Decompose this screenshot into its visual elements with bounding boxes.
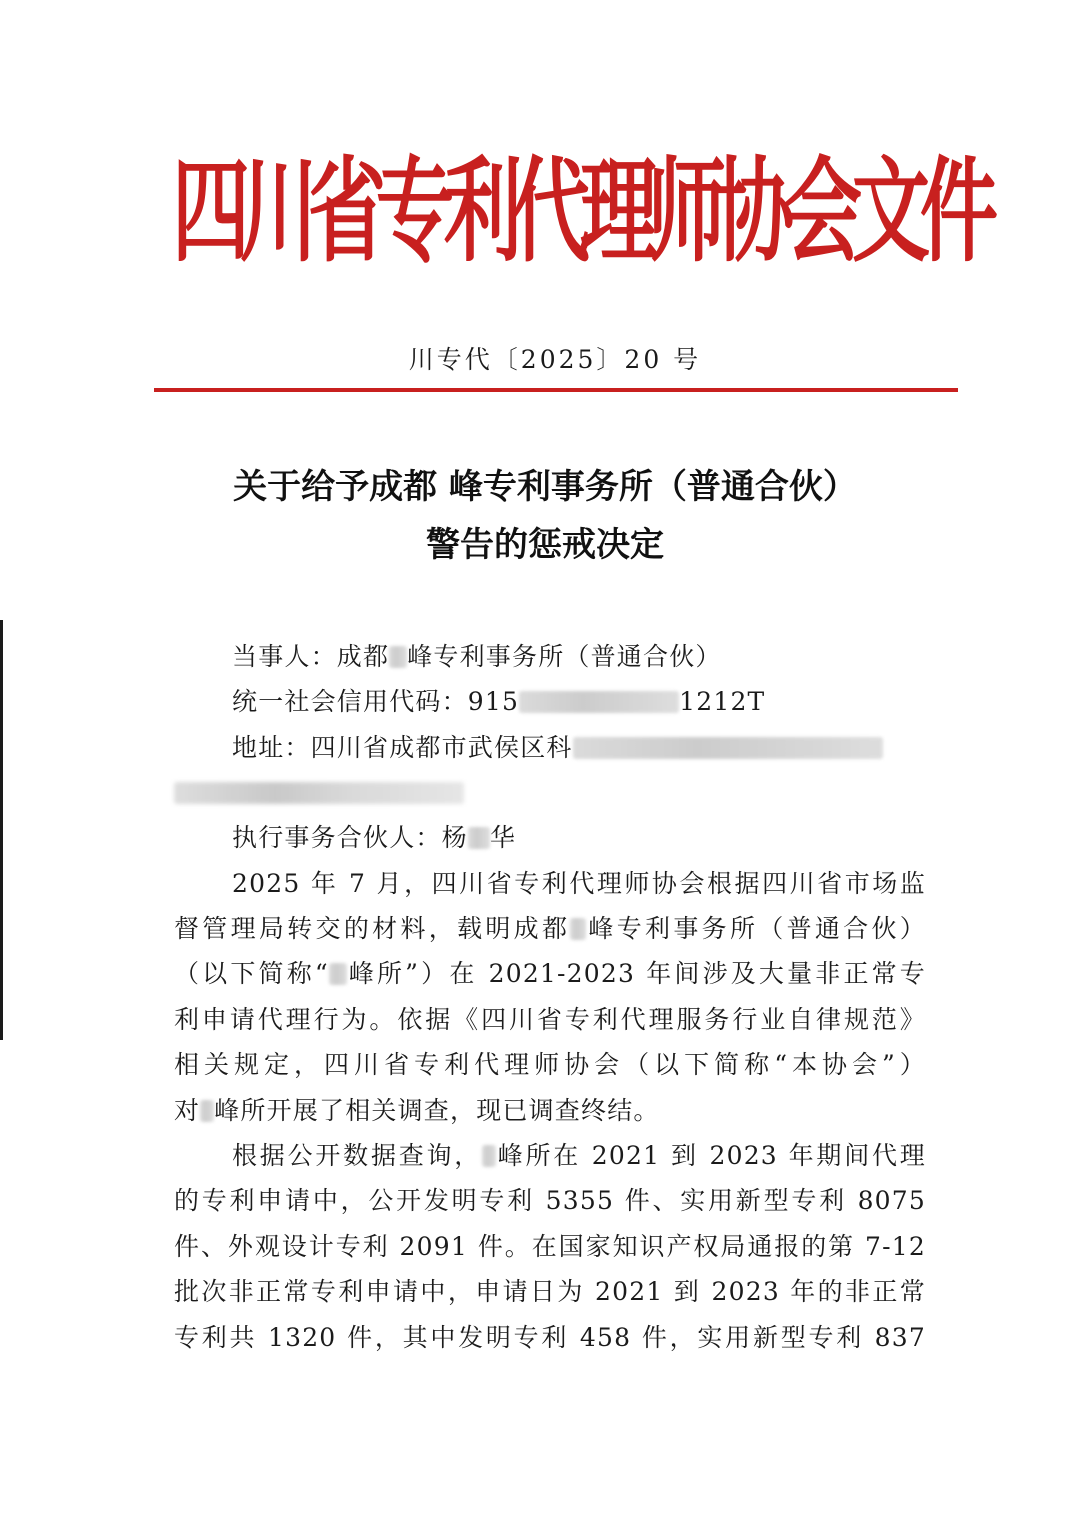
paragraph-2-line: 件、外观设计专利 2091 件。在国家知识产权局通报的第 7-12 (174, 1231, 926, 1261)
address: 地址：四川省成都市武侯区科 (174, 725, 926, 770)
masthead-char: 利 (444, 147, 523, 279)
party-name: 当事人：成都 峰专利事务所（普通合伙） (232, 642, 722, 671)
paragraph-1-line: （以下简称“ 峰所”）在 2021-2023 年间涉及大量非正常专 (174, 959, 926, 989)
redaction (519, 691, 679, 713)
document-body (174, 634, 926, 1360)
paragraph-1-line: 利申请代理行为。依据《四川省专利代理服务行业自律规范》 (174, 1004, 926, 1034)
paragraph-2-line: 的专利申请中，公开发明专利 5355 件、实用新型专利 8075 (174, 1186, 926, 1216)
paragraph-2-line: 根据公开数据查询， 峰所在 2021 到 2023 年期间代理 (232, 1141, 926, 1171)
redaction (329, 963, 347, 985)
paragraph-1-line: 督管理局转交的材料，载明成都 峰专利事务所（普通合伙） (174, 914, 926, 944)
masthead-char: 件 (920, 147, 999, 279)
title-line-1: 关于给予成都 峰专利事务所（普通合伙） (233, 467, 857, 507)
paragraph-1-line: 对 峰所开展了相关调查，现已调查终结。 (174, 1095, 660, 1125)
redaction (468, 827, 490, 849)
paragraph-1-line: 相关规定，四川省专利代理师协会（以下简称“本协会”） (174, 1050, 926, 1080)
masthead-char: 四 (172, 147, 251, 279)
credit-code: 统一社会信用代码：915 1212T (232, 687, 766, 717)
masthead-char: 会 (784, 147, 863, 279)
scan-edge (0, 620, 3, 1040)
masthead-char: 川 (240, 147, 319, 279)
masthead-char: 代 (512, 147, 591, 279)
redaction (389, 646, 407, 668)
paragraph-1-line: 2025 年 7 月，四川省专利代理师协会根据四川省市场监 (232, 868, 926, 898)
masthead-char: 理 (580, 147, 659, 279)
masthead (172, 147, 999, 279)
redaction (200, 1100, 214, 1122)
redaction (482, 1145, 496, 1167)
redaction (174, 782, 464, 804)
masthead-char: 文 (852, 147, 931, 279)
masthead-char: 专 (376, 147, 455, 279)
masthead-char: 师 (648, 147, 727, 279)
masthead-char: 省 (308, 147, 387, 279)
redaction (570, 918, 586, 940)
masthead-char: 协 (716, 147, 795, 279)
document-number: 川专代〔2025〕20 号 (408, 345, 702, 374)
paragraph-2-line: 批次非正常专利申请中，申请日为 2021 到 2023 年的非正常 (174, 1277, 926, 1307)
paragraph-2-line: 专利共 1320 件，其中发明专利 458 件，实用新型专利 837 (174, 1322, 926, 1352)
title-line-2: 警告的惩戒决定 (426, 525, 664, 565)
document-title (0, 458, 1080, 574)
red-separator-rule (154, 388, 958, 392)
redaction (573, 737, 883, 759)
executive-partner: 执行事务合伙人：杨 华 (232, 823, 517, 853)
